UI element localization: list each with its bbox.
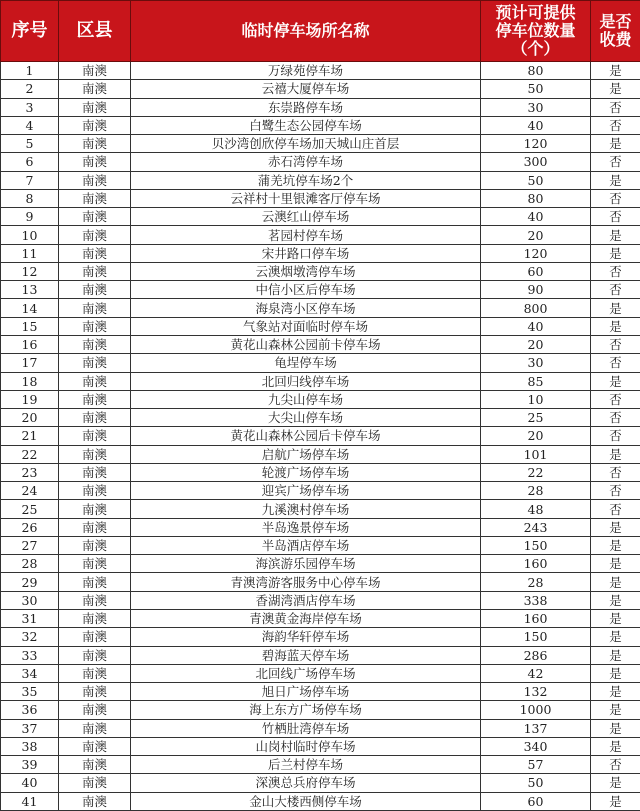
cell-name: 万绿苑停车场: [131, 62, 481, 80]
cell-fee: 是: [591, 135, 640, 153]
cell-no: 41: [1, 792, 59, 810]
cell-fee: 否: [591, 208, 640, 226]
table-row: [1, 555, 640, 573]
cell-name: 迎宾广场停车场: [131, 482, 481, 500]
cell-fee: 否: [591, 390, 640, 408]
header-district: 区县: [59, 1, 131, 62]
cell-no: 26: [1, 518, 59, 536]
cell-spaces: 20: [481, 226, 591, 244]
cell-name: 轮渡广场停车场: [131, 463, 481, 481]
cell-no: 36: [1, 701, 59, 719]
cell-fee: 是: [591, 299, 640, 317]
cell-no: 12: [1, 262, 59, 280]
cell-district: 南澳: [59, 482, 131, 500]
cell-fee: 否: [591, 116, 640, 134]
cell-fee: 是: [591, 719, 640, 737]
cell-name: 启航广场停车场: [131, 445, 481, 463]
cell-district: 南澳: [59, 573, 131, 591]
cell-fee: 否: [591, 756, 640, 774]
cell-no: 19: [1, 390, 59, 408]
header-spaces-line: 停车位数量: [495, 21, 576, 40]
cell-spaces: 338: [481, 591, 591, 609]
table-row: [1, 536, 640, 554]
cell-no: 39: [1, 756, 59, 774]
cell-name: 山岗村临时停车场: [131, 737, 481, 755]
cell-fee: 是: [591, 372, 640, 390]
cell-fee: 是: [591, 573, 640, 591]
cell-fee: 是: [591, 591, 640, 609]
cell-name: 九溪澳村停车场: [131, 500, 481, 518]
cell-name: 海上东方广场停车场: [131, 701, 481, 719]
cell-district: 南澳: [59, 62, 131, 80]
cell-no: 1: [1, 62, 59, 80]
cell-spaces: 150: [481, 628, 591, 646]
cell-fee: 是: [591, 244, 640, 262]
cell-fee: 是: [591, 609, 640, 627]
cell-no: 11: [1, 244, 59, 262]
cell-no: 30: [1, 591, 59, 609]
table-row: [1, 646, 640, 664]
cell-spaces: 137: [481, 719, 591, 737]
header-name: 临时停车场所名称: [131, 1, 481, 62]
cell-district: 南澳: [59, 299, 131, 317]
table-row: [1, 208, 640, 226]
cell-no: 2: [1, 80, 59, 98]
cell-fee: 是: [591, 774, 640, 792]
table-row: [1, 189, 640, 207]
table-row: [1, 354, 640, 372]
cell-district: 南澳: [59, 628, 131, 646]
cell-spaces: 60: [481, 262, 591, 280]
cell-district: 南澳: [59, 792, 131, 810]
table-row: [1, 80, 640, 98]
cell-district: 南澳: [59, 774, 131, 792]
cell-spaces: 30: [481, 354, 591, 372]
table-row: [1, 317, 640, 335]
cell-fee: 是: [591, 171, 640, 189]
cell-spaces: 30: [481, 98, 591, 116]
cell-spaces: 286: [481, 646, 591, 664]
cell-district: 南澳: [59, 445, 131, 463]
table-row: [1, 719, 640, 737]
cell-district: 南澳: [59, 463, 131, 481]
cell-name: 九尖山停车场: [131, 390, 481, 408]
cell-name: 后兰村停车场: [131, 756, 481, 774]
table-row: [1, 427, 640, 445]
cell-no: 35: [1, 683, 59, 701]
cell-name: 香湖湾酒店停车场: [131, 591, 481, 609]
cell-no: 20: [1, 409, 59, 427]
table-row: [1, 664, 640, 682]
table-row: [1, 98, 640, 116]
cell-name: 贝沙湾创欣停车场加天城山庄首层: [131, 135, 481, 153]
cell-no: 31: [1, 609, 59, 627]
cell-no: 8: [1, 189, 59, 207]
cell-district: 南澳: [59, 317, 131, 335]
cell-district: 南澳: [59, 226, 131, 244]
cell-district: 南澳: [59, 737, 131, 755]
header-spaces-line: （个）: [511, 39, 560, 58]
cell-name: 大尖山停车场: [131, 409, 481, 427]
cell-no: 18: [1, 372, 59, 390]
cell-name: 东崇路停车场: [131, 98, 481, 116]
cell-spaces: 800: [481, 299, 591, 317]
cell-no: 32: [1, 628, 59, 646]
cell-name: 旭日广场停车场: [131, 683, 481, 701]
table-row: [1, 683, 640, 701]
cell-name: 云澳红山停车场: [131, 208, 481, 226]
cell-spaces: 80: [481, 189, 591, 207]
cell-no: 6: [1, 153, 59, 171]
cell-spaces: 20: [481, 427, 591, 445]
cell-spaces: 22: [481, 463, 591, 481]
cell-district: 南澳: [59, 189, 131, 207]
cell-district: 南澳: [59, 555, 131, 573]
cell-district: 南澳: [59, 609, 131, 627]
cell-spaces: 243: [481, 518, 591, 536]
table-row: [1, 500, 640, 518]
header-spaces-line: 预计可提供: [495, 3, 576, 22]
cell-district: 南澳: [59, 409, 131, 427]
cell-no: 37: [1, 719, 59, 737]
table-row: [1, 171, 640, 189]
cell-name: 北回归线停车场: [131, 372, 481, 390]
table-row: [1, 445, 640, 463]
cell-fee: 是: [591, 226, 640, 244]
cell-fee: 否: [591, 281, 640, 299]
cell-fee: 是: [591, 62, 640, 80]
cell-district: 南澳: [59, 171, 131, 189]
table-body: [1, 62, 640, 811]
table-row: [1, 244, 640, 262]
cell-district: 南澳: [59, 500, 131, 518]
cell-name: 中信小区后停车场: [131, 281, 481, 299]
cell-name: 半岛逸景停车场: [131, 518, 481, 536]
cell-spaces: 40: [481, 208, 591, 226]
cell-spaces: 57: [481, 756, 591, 774]
header-fee: [591, 1, 640, 62]
table-row: [1, 701, 640, 719]
cell-district: 南澳: [59, 591, 131, 609]
table-row: [1, 299, 640, 317]
cell-fee: 是: [591, 317, 640, 335]
table-row: [1, 372, 640, 390]
header-fee-line: 收费: [599, 30, 632, 49]
cell-district: 南澳: [59, 354, 131, 372]
cell-name: 云祥村十里银滩客厅停车场: [131, 189, 481, 207]
cell-spaces: 300: [481, 153, 591, 171]
cell-no: 17: [1, 354, 59, 372]
cell-no: 10: [1, 226, 59, 244]
cell-fee: 是: [591, 518, 640, 536]
cell-no: 24: [1, 482, 59, 500]
cell-name: 黄花山森林公园前卡停车场: [131, 335, 481, 353]
cell-district: 南澳: [59, 135, 131, 153]
cell-district: 南澳: [59, 390, 131, 408]
cell-spaces: 28: [481, 573, 591, 591]
table-row: [1, 573, 640, 591]
cell-no: 13: [1, 281, 59, 299]
table-row: [1, 281, 640, 299]
cell-fee: 否: [591, 98, 640, 116]
cell-fee: 是: [591, 683, 640, 701]
cell-spaces: 48: [481, 500, 591, 518]
cell-spaces: 25: [481, 409, 591, 427]
cell-spaces: 80: [481, 62, 591, 80]
table-row: [1, 737, 640, 755]
table-row: [1, 226, 640, 244]
header-no: 序号: [1, 1, 59, 62]
cell-district: 南澳: [59, 335, 131, 353]
table-row: [1, 409, 640, 427]
cell-fee: 是: [591, 701, 640, 719]
cell-spaces: 50: [481, 80, 591, 98]
table-row: [1, 390, 640, 408]
table-row: [1, 628, 640, 646]
cell-district: 南澳: [59, 80, 131, 98]
cell-fee: 否: [591, 463, 640, 481]
cell-spaces: 101: [481, 445, 591, 463]
cell-no: 25: [1, 500, 59, 518]
cell-name: 黄花山森林公园后卡停车场: [131, 427, 481, 445]
cell-district: 南澳: [59, 244, 131, 262]
cell-spaces: 340: [481, 737, 591, 755]
cell-no: 4: [1, 116, 59, 134]
cell-no: 14: [1, 299, 59, 317]
cell-no: 33: [1, 646, 59, 664]
cell-district: 南澳: [59, 427, 131, 445]
cell-district: 南澳: [59, 683, 131, 701]
cell-no: 9: [1, 208, 59, 226]
cell-district: 南澳: [59, 664, 131, 682]
table-row: [1, 262, 640, 280]
cell-no: 5: [1, 135, 59, 153]
table-row: [1, 153, 640, 171]
cell-spaces: 40: [481, 317, 591, 335]
cell-no: 7: [1, 171, 59, 189]
cell-district: 南澳: [59, 153, 131, 171]
table-row: [1, 518, 640, 536]
cell-fee: 是: [591, 555, 640, 573]
cell-no: 28: [1, 555, 59, 573]
cell-spaces: 132: [481, 683, 591, 701]
cell-fee: 否: [591, 409, 640, 427]
cell-no: 29: [1, 573, 59, 591]
header-spaces: [481, 1, 591, 62]
cell-fee: 是: [591, 646, 640, 664]
cell-district: 南澳: [59, 518, 131, 536]
cell-fee: 否: [591, 500, 640, 518]
cell-district: 南澳: [59, 536, 131, 554]
cell-district: 南澳: [59, 98, 131, 116]
cell-spaces: 90: [481, 281, 591, 299]
cell-spaces: 20: [481, 335, 591, 353]
cell-fee: 是: [591, 536, 640, 554]
cell-fee: 否: [591, 335, 640, 353]
cell-spaces: 120: [481, 135, 591, 153]
cell-spaces: 28: [481, 482, 591, 500]
cell-name: 碧海蓝天停车场: [131, 646, 481, 664]
cell-no: 38: [1, 737, 59, 755]
cell-fee: 是: [591, 80, 640, 98]
cell-name: 北回线广场停车场: [131, 664, 481, 682]
table-row: [1, 335, 640, 353]
cell-name: 赤石湾停车场: [131, 153, 481, 171]
cell-spaces: 60: [481, 792, 591, 810]
cell-fee: 否: [591, 427, 640, 445]
cell-name: 云澳烟墩湾停车场: [131, 262, 481, 280]
cell-district: 南澳: [59, 719, 131, 737]
cell-name: 海滨游乐园停车场: [131, 555, 481, 573]
cell-no: 21: [1, 427, 59, 445]
cell-no: 22: [1, 445, 59, 463]
table-row: [1, 116, 640, 134]
cell-fee: 是: [591, 445, 640, 463]
cell-fee: 否: [591, 354, 640, 372]
cell-spaces: 42: [481, 664, 591, 682]
cell-name: 青澳黄金海岸停车场: [131, 609, 481, 627]
cell-fee: 是: [591, 792, 640, 810]
cell-spaces: 150: [481, 536, 591, 554]
table-row: [1, 591, 640, 609]
cell-name: 茗园村停车场: [131, 226, 481, 244]
table-row: [1, 774, 640, 792]
cell-fee: 否: [591, 189, 640, 207]
cell-name: 龟埕停车场: [131, 354, 481, 372]
cell-spaces: 160: [481, 555, 591, 573]
cell-no: 34: [1, 664, 59, 682]
cell-district: 南澳: [59, 372, 131, 390]
table-row: [1, 792, 640, 810]
cell-name: 海泉湾小区停车场: [131, 299, 481, 317]
cell-name: 宋井路口停车场: [131, 244, 481, 262]
table-row: [1, 62, 640, 80]
cell-district: 南澳: [59, 701, 131, 719]
cell-name: 竹栖肚湾停车场: [131, 719, 481, 737]
cell-spaces: 50: [481, 774, 591, 792]
cell-district: 南澳: [59, 756, 131, 774]
table-header: [1, 1, 640, 62]
cell-spaces: 1000: [481, 701, 591, 719]
cell-fee: 是: [591, 737, 640, 755]
header-row: [1, 1, 640, 62]
cell-district: 南澳: [59, 262, 131, 280]
cell-no: 27: [1, 536, 59, 554]
cell-fee: 否: [591, 262, 640, 280]
cell-name: 蒲羌坑停车场2个: [131, 171, 481, 189]
cell-spaces: 40: [481, 116, 591, 134]
table-row: [1, 609, 640, 627]
cell-spaces: 10: [481, 390, 591, 408]
cell-spaces: 120: [481, 244, 591, 262]
cell-fee: 是: [591, 628, 640, 646]
cell-no: 3: [1, 98, 59, 116]
cell-fee: 否: [591, 482, 640, 500]
cell-name: 深澳总兵府停车场: [131, 774, 481, 792]
cell-fee: 是: [591, 664, 640, 682]
cell-name: 金山大楼西侧停车场: [131, 792, 481, 810]
cell-name: 海韵华轩停车场: [131, 628, 481, 646]
cell-district: 南澳: [59, 208, 131, 226]
cell-no: 40: [1, 774, 59, 792]
table-row: [1, 463, 640, 481]
cell-district: 南澳: [59, 646, 131, 664]
cell-name: 云禧大厦停车场: [131, 80, 481, 98]
table-row: [1, 135, 640, 153]
cell-name: 半岛酒店停车场: [131, 536, 481, 554]
cell-name: 青澳湾游客服务中心停车场: [131, 573, 481, 591]
cell-no: 23: [1, 463, 59, 481]
cell-name: 气象站对面临时停车场: [131, 317, 481, 335]
header-fee-line: 是否: [599, 12, 632, 31]
table-row: [1, 482, 640, 500]
cell-spaces: 160: [481, 609, 591, 627]
cell-name: 白鹭生态公园停车场: [131, 116, 481, 134]
cell-spaces: 50: [481, 171, 591, 189]
cell-district: 南澳: [59, 281, 131, 299]
cell-district: 南澳: [59, 116, 131, 134]
cell-spaces: 85: [481, 372, 591, 390]
table-row: [1, 756, 640, 774]
cell-fee: 否: [591, 153, 640, 171]
cell-no: 15: [1, 317, 59, 335]
cell-no: 16: [1, 335, 59, 353]
